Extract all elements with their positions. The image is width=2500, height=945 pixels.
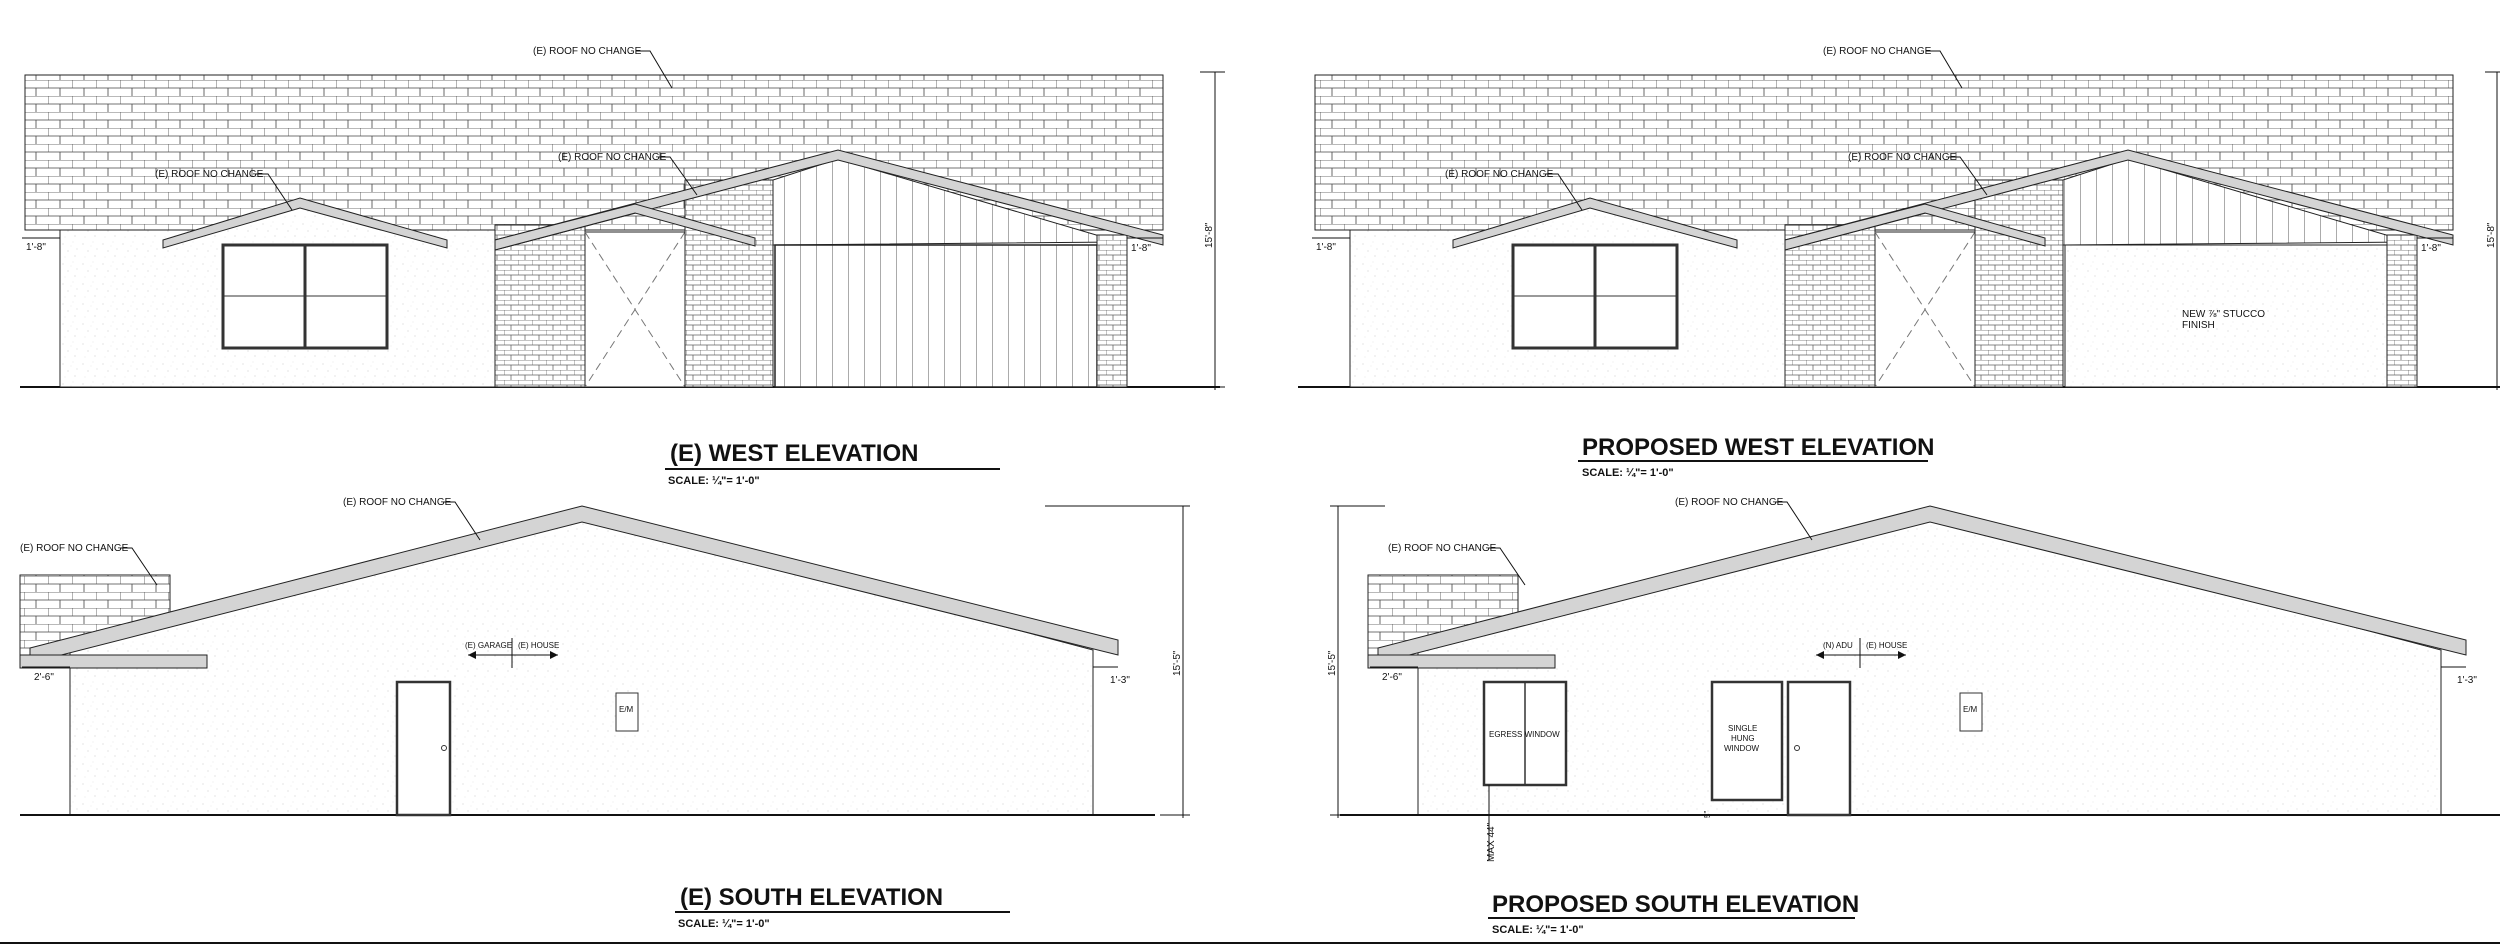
divider-label-left: (N) ADU [1823,641,1853,650]
height-dim-text: 15'-5" [1327,650,1338,676]
eave-dim-right-text: 1'-8" [1131,243,1151,254]
divider-label-right: (E) HOUSE [518,641,560,650]
brick-pier-end [1097,235,1127,387]
drawing-title: PROPOSED WEST ELEVATION [1582,434,1935,461]
brick-pier-left [1785,225,1875,387]
brick-pier-left [495,225,585,387]
roof-note: (E) ROOF NO CHANGE [1848,152,1957,163]
brick-pier-right [685,180,773,387]
roof-note: (E) ROOF NO CHANGE [20,543,129,554]
south-wall [1418,515,2441,815]
side-door [1788,682,1850,815]
brick-pier-right [1975,180,2063,387]
divider-label-left: (E) GARAGE [465,641,513,650]
stucco-note: NEW ⅞" STUCCO [2182,309,2265,320]
scale-note: SCALE: ¼"= 1'-0" [668,475,760,487]
drawing-title: (E) SOUTH ELEVATION [680,884,944,911]
drawing-title: (E) WEST ELEVATION [670,440,919,467]
west-existing-elevation [20,46,1225,487]
scale-note: SCALE: ¼"= 1'-0" [1492,924,1584,936]
single-hung-label-1: SINGLE [1728,724,1758,733]
south-proposed-elevation [1327,497,2500,936]
eave-dim-left-text: 2'-6" [1382,672,1402,683]
height-dim-text: 15'-8" [1204,222,1215,248]
roof-note: (E) ROOF NO CHANGE [1675,497,1784,508]
divider-label-right: (E) HOUSE [1866,641,1908,650]
roof-note: (E) ROOF NO CHANGE [1445,169,1554,180]
low-roof-eave [20,655,207,668]
single-hung-label-2: HUNG [1731,734,1755,743]
roof-note: (E) ROOF NO CHANGE [1823,46,1932,57]
height-dim-text: 15'-8" [2486,222,2497,248]
eave-dim-right-text: 1'-8" [2421,243,2441,254]
scale-note: SCALE: ¼"= 1'-0" [678,918,770,930]
meter-label: E/M [619,705,634,714]
eave-dim-left-text: 2'-6" [34,672,54,683]
egress-window-label: EGRESS WINDOW [1489,730,1560,739]
meter-label: E/M [1963,705,1978,714]
height-dim-text: 15'-5" [1172,650,1183,676]
south-wall [70,515,1093,815]
roof-note: (E) ROOF NO CHANGE [533,46,642,57]
garage-door [775,245,1097,387]
roof-note: (E) ROOF NO CHANGE [343,497,452,508]
scale-note: SCALE: ¼"= 1'-0" [1582,467,1674,479]
roof-note: (E) ROOF NO CHANGE [155,169,264,180]
south-existing-elevation [20,497,1190,930]
eave-dim-right-text: 1'-3" [1110,675,1130,686]
single-hung-label-3: WINDOW [1724,744,1760,753]
sill-dim-text: MAX 44" [1486,822,1497,862]
eave-dim-left-text: 1'-8" [26,242,46,253]
single-hung-sill-dim: 5" [1703,810,1712,818]
roof-note: (E) ROOF NO CHANGE [558,152,667,163]
eave-dim-left-text: 1'-8" [1316,242,1336,253]
stucco-note-2: FINISH [2182,320,2215,331]
brick-pier-end [2387,235,2417,387]
roof-note: (E) ROOF NO CHANGE [1388,543,1497,554]
west-proposed-elevation [1298,46,2500,479]
low-roof-eave [1368,655,1555,668]
drawing-title: PROPOSED SOUTH ELEVATION [1492,891,1860,918]
eave-dim-right-text: 1'-3" [2457,675,2477,686]
